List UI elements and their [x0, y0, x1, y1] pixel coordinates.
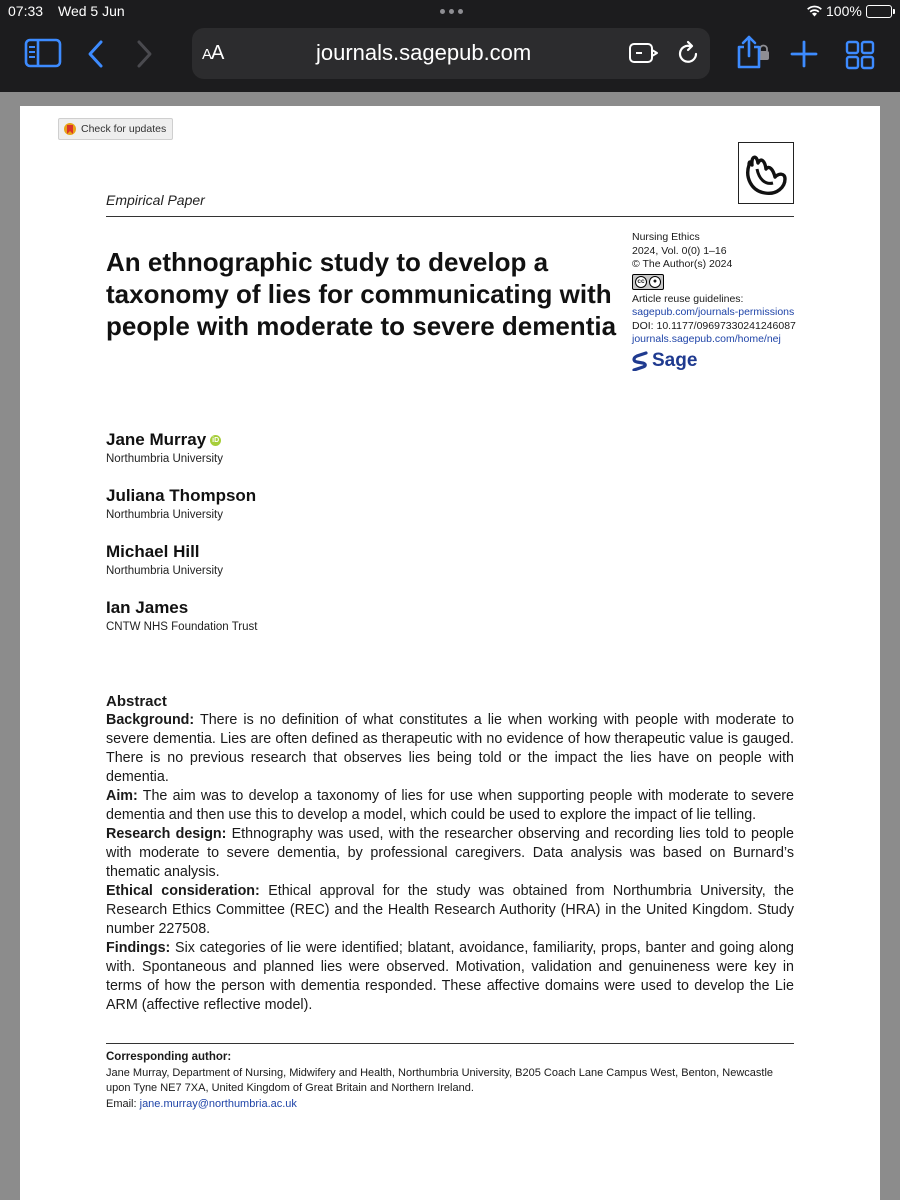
- abstract-section: [106, 711, 794, 787]
- abstract-section-text: Ethnography was used, with the researcher observing and recording lies told to people with moderate to severe dementia, by professional caregivers. Data analysis was based on Burnard’s thematic analysis.: [106, 826, 794, 880]
- abstract-section-text: Six categories of lie were identified; blatant, avoidance, familiarity, props, banter and going along with. Spontaneous and planned lies were observed. Motivation, validation and genuineness were key in terms of how the person with dementia responded. These affective domains were used to develop the Lie ARM (affective reflective model).: [106, 940, 794, 1013]
- author-name: Juliana Thompson: [106, 486, 257, 505]
- reuse-guidelines-link[interactable]: sagepub.com/journals-permissions: [632, 306, 795, 318]
- corresponding-address: Jane Murray, Department of Nursing, Midwifery and Health, Northumbria University, B205 Coach Lane Campus West, Benton, Newcastle upon Tyne NE7 7XA, United Kingdom of Great Britain and Northern Ireland.: [106, 1066, 774, 1094]
- author-block: [106, 486, 256, 521]
- abstract-section-text: The aim was to develop a taxonomy of lies for use when supporting people with moderate to severe dementia and then use this to develop a model, which could be used to explore the impact of lie telling.: [106, 788, 794, 823]
- abstract-section-text: Ethical approval for the study was obtained from Northumbria University, the Research Ethics Committee (REC) and the Health Research Authority (HRA) in the United Kingdom. Study number 227508.: [106, 883, 794, 937]
- paper-type: Empirical Paper: [106, 192, 205, 208]
- abstract-section-label: Ethical consideration:: [106, 883, 260, 899]
- footer-rule: [106, 1043, 794, 1044]
- corresponding-email-line: [106, 1097, 794, 1113]
- url-text[interactable]: journals.sagepub.com: [316, 40, 532, 65]
- back-icon[interactable]: [86, 39, 106, 69]
- sage-s-icon: [632, 351, 648, 371]
- orcid-icon[interactable]: iD: [212, 436, 220, 444]
- abstract-section-label: Background:: [106, 712, 195, 728]
- abstract-heading: Abstract: [106, 693, 167, 710]
- pdf-page: [20, 106, 880, 1200]
- share-icon[interactable]: [734, 34, 764, 70]
- status-bar: [0, 0, 900, 24]
- page-margin: [0, 92, 900, 106]
- abstract-section: [106, 787, 794, 825]
- attribution-icon: ●: [649, 276, 661, 288]
- browser-chrome: [0, 0, 900, 92]
- check-for-updates-label: Check for updates: [81, 123, 167, 135]
- battery-icon: [866, 5, 892, 18]
- journal-home-link[interactable]: journals.sagepub.com/home/nej: [632, 333, 781, 345]
- sidebar-icon[interactable]: [24, 38, 62, 68]
- updates-icon: [63, 122, 77, 136]
- status-time: 07:33: [8, 3, 44, 19]
- author-name: [106, 430, 223, 450]
- abstract-section-label: Aim:: [106, 788, 138, 804]
- author-block: [106, 430, 223, 465]
- abstract-section: [106, 825, 794, 882]
- abstract-section-label: Findings:: [106, 940, 171, 956]
- journal-volume: 2024, Vol. 0(0) 1–16: [632, 244, 727, 257]
- sage-logo[interactable]: [632, 351, 822, 371]
- author-name: Michael Hill: [106, 542, 200, 561]
- journal-name: Nursing Ethics: [632, 231, 700, 243]
- author-name: Ian James: [106, 598, 189, 617]
- author-block: [106, 598, 257, 633]
- corresponding-author: [106, 1050, 794, 1112]
- reader-aa-button[interactable]: AA: [202, 42, 224, 64]
- journal-logo: [738, 142, 794, 204]
- abstract-section: [106, 939, 794, 1015]
- article-meta: [632, 231, 822, 371]
- reload-icon[interactable]: [676, 40, 700, 66]
- abstract-section: [106, 882, 794, 939]
- wifi-icon: [806, 4, 823, 17]
- header-rule: [106, 216, 794, 217]
- corresponding-heading: Corresponding author:: [106, 1051, 232, 1063]
- email-link[interactable]: jane.murray@northumbria.ac.uk: [139, 1097, 297, 1110]
- author-affiliation: Northumbria University: [106, 565, 223, 577]
- abstract-section-text: There is no definition of what constitutes a lie when working with people with moderate to severe dementia. Lies are often defined as therapeutic with no evidence of how therapeutic value is gauged. There is no previous research that observes lies being told or the impact the lies have on people with dementia.: [106, 712, 795, 785]
- address-bar[interactable]: [192, 28, 710, 79]
- sage-wordmark: Sage: [652, 349, 698, 371]
- author-name-text: Jane Murray: [106, 430, 207, 449]
- check-for-updates-badge[interactable]: [58, 118, 173, 140]
- email-label: Email:: [106, 1097, 137, 1110]
- paper-title: An ethnographic study to develop a taxonomy of lies for communicating with people with moderate to severe dementia: [106, 247, 617, 341]
- new-tab-icon[interactable]: [790, 40, 818, 68]
- battery-percent: 100%: [826, 3, 862, 19]
- author-affiliation: Northumbria University: [106, 509, 223, 521]
- abstract: [106, 692, 794, 1015]
- doi[interactable]: DOI: 10.1177/09697330241246087: [632, 319, 796, 332]
- cc-icon: cc: [635, 276, 647, 288]
- author-affiliation: Northumbria University: [106, 453, 223, 465]
- status-date: Wed 5 Jun: [58, 3, 125, 19]
- author-block: [106, 542, 223, 577]
- copyright: © The Author(s) 2024: [632, 258, 733, 270]
- creative-commons-badge[interactable]: [632, 274, 664, 290]
- page-settings-icon[interactable]: [628, 41, 660, 65]
- multitasking-dots-icon[interactable]: [440, 9, 463, 14]
- tabs-icon[interactable]: [845, 40, 875, 70]
- reuse-guidelines-label: Article reuse guidelines:: [632, 292, 744, 305]
- author-affiliation: CNTW NHS Foundation Trust: [106, 621, 258, 633]
- abstract-section-label: Research design:: [106, 826, 227, 842]
- forward-icon[interactable]: [134, 39, 154, 69]
